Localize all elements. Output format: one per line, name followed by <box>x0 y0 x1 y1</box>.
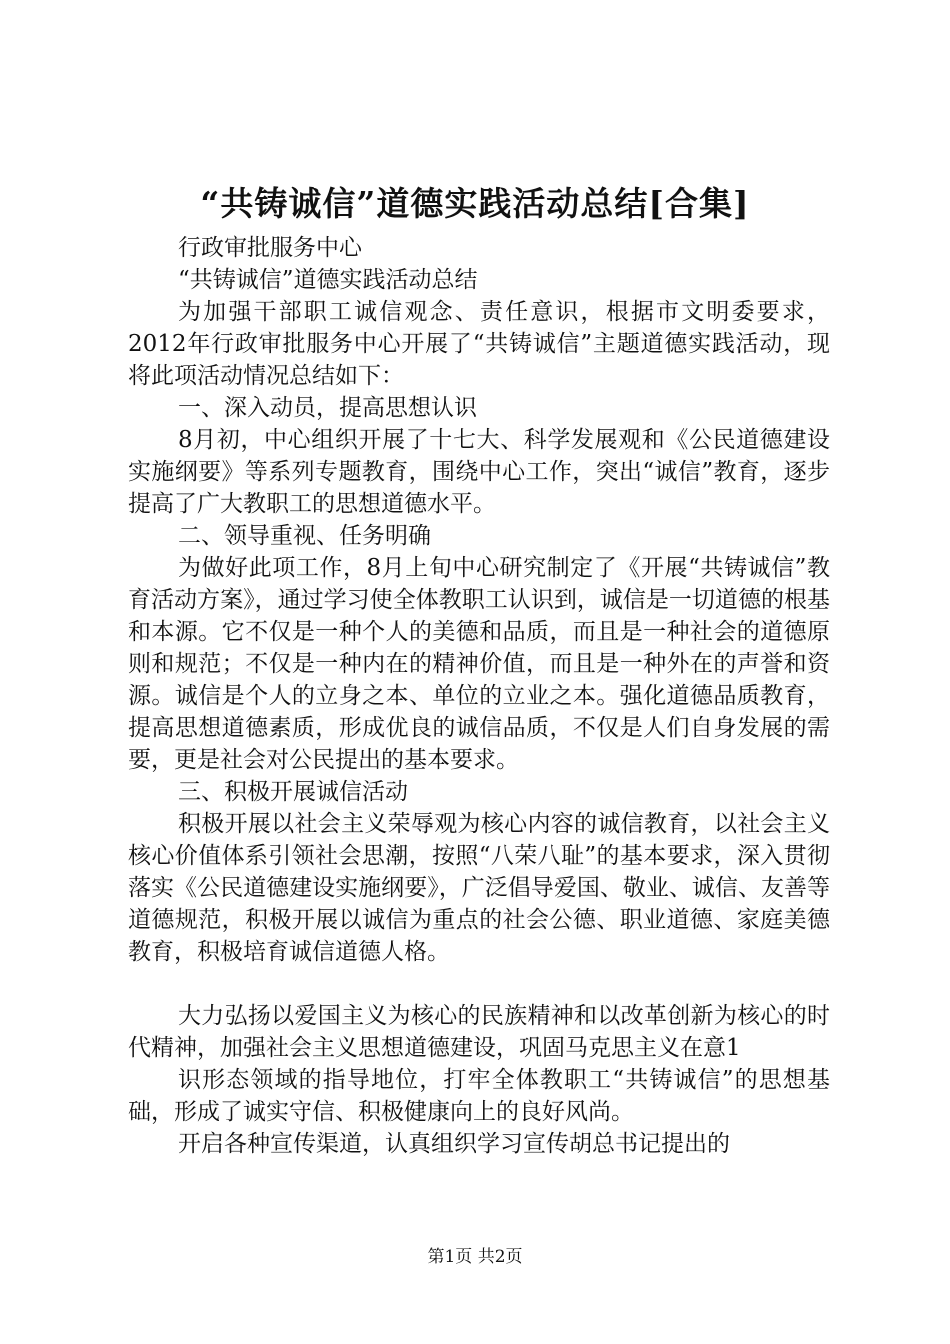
page-number: 第1页 共2页 <box>427 1247 523 1267</box>
document-title: “共铸诚信”道德实践活动总结[合集] <box>200 184 750 223</box>
paragraph-section-1: 8月初，中心组织开展了十七大、科学发展观和《公民道德建设实施纲要》等系列专题教育，围绕中心工作，突出“诚信”教育，逐步提高了广大教职工的思想道德水平。 <box>128 427 830 517</box>
paragraph-ideology: 识形态领域的指导地位，打牢全体教职工“共铸诚信”的思想基础，形成了诚实守信、积极健康向上的良好风尚。 <box>128 1067 830 1125</box>
section-heading-2: 二、领导重视、任务明确 <box>178 523 431 549</box>
section-heading-3: 三、积极开展诚信活动 <box>178 779 408 805</box>
paragraph-section-2: 为做好此项工作，8月上旬中心研究制定了《开展“共铸诚信”教育活动方案》，通过学习使全体教职工认识到，诚信是一切道德的根基和本源。它不仅是一种个人的美德和品质，而且是一种社会的道德原则和规范；不仅是一种内在的精神价值，而且是一种外在的声誉和资源。诚信是个人的立身之本、单位的立业之本。强化道德品质教育，提高思想道德素质，形成优良的诚信品质，不仅是人们自身发展的需要，更是社会对公民提出的基本要求。 <box>128 555 830 773</box>
paragraph-intro: 为加强干部职工诚信观念、责任意识，根据市文明委要求，2012年行政审批服务中心开展了“共铸诚信”主题道德实践活动，现将此项活动情况总结如下： <box>128 299 830 389</box>
paragraph-organization: 行政审批服务中心 <box>178 235 362 261</box>
paragraph-subtitle: “共铸诚信”道德实践活动总结 <box>178 267 478 293</box>
paragraph-spirit: 大力弘扬以爱国主义为核心的民族精神和以改革创新为核心的时代精神，加强社会主义思想道德建设，巩固马克思主义在意1 <box>128 1003 830 1061</box>
document-body <box>128 232 830 1160</box>
section-heading-1: 一、深入动员，提高思想认识 <box>178 395 477 421</box>
paragraph-publicity: 开启各种宣传渠道，认真组织学习宣传胡总书记提出的 <box>178 1131 730 1157</box>
paragraph-section-3: 积极开展以社会主义荣辱观为核心内容的诚信教育，以社会主义核心价值体系引领社会思潮，按照“八荣八耻”的基本要求，深入贯彻落实《公民道德建设实施纲要》，广泛倡导爱国、敬业、诚信、友善等道德规范，积极开展以诚信为重点的社会公德、职业道德、家庭美德教育，积极培育诚信道德人格。 <box>128 811 830 965</box>
